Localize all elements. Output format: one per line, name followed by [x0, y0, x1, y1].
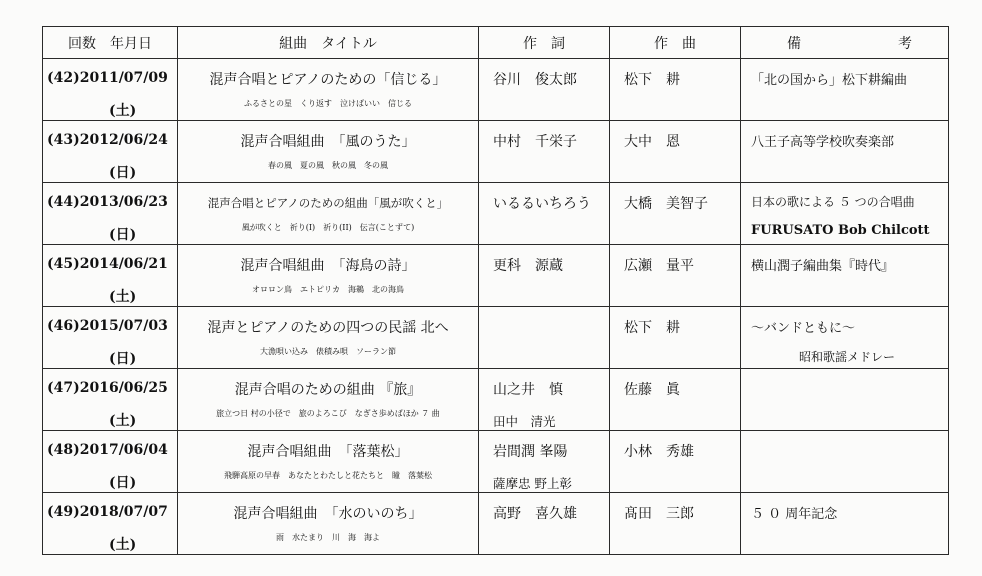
title-cell: [178, 431, 479, 493]
note-text-secondary: FURUSATO Bob Chilcott: [751, 223, 930, 238]
lyricist-name: 谷川 俊太郎: [493, 72, 577, 88]
header-lyricist: [479, 27, 610, 59]
song-list: 雨 水たまり 川 海 海よ: [276, 533, 380, 542]
lyricist-cell: [479, 369, 610, 431]
lyricist-cell: [479, 183, 610, 245]
table-row: [43, 307, 949, 369]
lyricist-name-secondary: 田中 清光: [493, 414, 556, 429]
song-list: オロロン鳥 エトピリカ 海鵜 北の海鳥: [252, 285, 404, 294]
note-text-secondary: [741, 522, 948, 535]
header-notes-label-a: 備: [787, 35, 801, 52]
concert-weekday: (土): [109, 537, 137, 553]
header-composer: [610, 27, 741, 59]
notes-cell: [741, 121, 949, 183]
date-cell: [43, 59, 178, 121]
lyricist-name: 岩間潤 峯陽: [493, 444, 568, 460]
note-text: ～バンドともに～: [751, 321, 856, 336]
concert-weekday: (土): [109, 413, 137, 429]
song-list: 飛騨高原の早春 あなたとわたしと花たちと 瞳 落葉松: [224, 471, 432, 480]
date-cell: [43, 307, 178, 369]
suite-title: 混声合唱とピアノのための組曲「風が吹くと」: [207, 196, 449, 210]
concert-date: (44)2013/06/23: [47, 194, 168, 210]
concert-history-table: [42, 26, 949, 555]
composer-name: 大橋 美智子: [624, 196, 708, 212]
suite-title: 混声合唱のための組曲 『旅』: [234, 382, 422, 398]
note-text-secondary: [741, 441, 948, 454]
header-date-label: 回数 年月日: [68, 35, 152, 52]
lyricist-name: 更科 源蔵: [493, 258, 563, 274]
header-title: [178, 27, 479, 59]
concert-date: (46)2015/07/03: [47, 318, 168, 334]
lyricist-name-secondary: [479, 89, 609, 102]
song-list: 春の風 夏の風 秋の風 冬の風: [268, 161, 388, 170]
note-text-secondary: [741, 150, 948, 163]
concert-date: (48)2017/06/04: [47, 442, 168, 458]
header-lyricist-label: 作 詞: [523, 35, 565, 52]
lyricist-cell: [479, 493, 610, 555]
concert-weekday: (日): [109, 351, 137, 367]
composer-cell: [610, 59, 741, 121]
title-cell: [178, 245, 479, 307]
composer-name: 小林 秀雄: [624, 444, 694, 460]
song-list: 風が吹くと 祈り(I) 祈り(II) 伝言(ことずて): [241, 223, 415, 232]
lyricist-cell: [479, 307, 610, 369]
lyricist-name-secondary: [479, 151, 609, 164]
lyricist-name: 中村 千栄子: [493, 134, 577, 150]
lyricist-name: いるるいちろう: [493, 196, 591, 212]
date-cell: [43, 183, 178, 245]
notes-cell: [741, 431, 949, 493]
note-text: 日本の歌による ５ つの合唱曲: [751, 195, 915, 209]
lyricist-name: 高野 喜久雄: [493, 506, 577, 522]
lyricist-name: [479, 307, 609, 317]
composer-cell: [610, 307, 741, 369]
table-row: [43, 431, 949, 493]
song-list: 大漁唄い込み 俵積み唄 ソーラン節: [260, 347, 396, 356]
note-text: 「北の国から」松下耕編曲: [751, 73, 908, 88]
date-cell: [43, 369, 178, 431]
title-cell: [178, 307, 479, 369]
concert-weekday: (日): [109, 227, 137, 243]
lyricist-name-secondary: [479, 523, 609, 536]
lyricist-name-secondary: [479, 213, 609, 226]
lyricist-name: 山之井 慎: [493, 382, 563, 398]
date-cell: [43, 493, 178, 555]
date-cell: [43, 245, 178, 307]
lyricist-cell: [479, 245, 610, 307]
lyricist-cell: [479, 431, 610, 493]
lyricist-cell: [479, 121, 610, 183]
note-text: ５ ０ 周年記念: [751, 507, 838, 522]
title-cell: [178, 59, 479, 121]
lyricist-name-secondary: 薩摩忠 野上彰: [493, 476, 572, 491]
title-cell: [178, 369, 479, 431]
date-cell: [43, 121, 178, 183]
table-row: [43, 183, 949, 245]
table-row: [43, 121, 949, 183]
note-text: 八王子高等学校吹奏楽部: [751, 135, 895, 150]
composer-name: 松下 耕: [624, 320, 680, 336]
header-date: [43, 27, 178, 59]
suite-title: 混声とピアノのための四つの民謡 北へ: [207, 320, 449, 336]
concert-weekday: (土): [109, 289, 137, 305]
notes-cell: [741, 183, 949, 245]
title-cell: [178, 493, 479, 555]
suite-title: 混声合唱とピアノのための「信じる」: [209, 72, 447, 88]
note-text-secondary: 昭和歌謡メドレー: [799, 350, 896, 364]
suite-title: 混声合唱組曲 「水のいのち」: [233, 506, 423, 522]
note-text: 横山潤子編曲集『時代』: [751, 259, 895, 274]
composer-name: 髙田 三郎: [624, 506, 694, 522]
notes-cell: [741, 59, 949, 121]
lyricist-cell: [479, 59, 610, 121]
composer-cell: [610, 183, 741, 245]
composer-cell: [610, 431, 741, 493]
concert-date: (43)2012/06/24: [47, 132, 168, 148]
note-text: [741, 369, 948, 379]
composer-name: 松下 耕: [624, 72, 680, 88]
header-notes: [741, 27, 949, 59]
concert-date: (49)2018/07/07: [47, 504, 168, 520]
composer-cell: [610, 121, 741, 183]
note-text-secondary: [741, 88, 948, 101]
note-text: [741, 431, 948, 441]
table-row: [43, 59, 949, 121]
table-row: [43, 493, 949, 555]
table-row: [43, 369, 949, 431]
notes-cell: [741, 369, 949, 431]
concert-date: (42)2011/07/09: [47, 70, 168, 86]
song-list: ふるさとの星 くり返す 泣けばいい 信じる: [244, 99, 412, 108]
header-composer-label: 作 曲: [654, 35, 696, 52]
concert-weekday: (日): [109, 165, 137, 181]
composer-cell: [610, 493, 741, 555]
composer-name: 佐藤 眞: [624, 382, 680, 398]
header-title-label: 組曲 タイトル: [279, 35, 377, 52]
notes-cell: [741, 245, 949, 307]
table-header-row: [43, 27, 949, 59]
composer-name: 広瀬 量平: [624, 258, 694, 274]
table-row: [43, 245, 949, 307]
concert-date: (47)2016/06/25: [47, 380, 168, 396]
composer-cell: [610, 245, 741, 307]
header-notes-label-b: 考: [898, 35, 912, 52]
suite-title: 混声合唱組曲 「落葉松」: [247, 444, 409, 460]
title-cell: [178, 121, 479, 183]
note-text-secondary: [741, 379, 948, 392]
composer-name: 大中 恩: [624, 134, 680, 150]
lyricist-name-secondary: [479, 275, 609, 288]
title-cell: [178, 183, 479, 245]
song-list: 旅立つ日 村の小径で 旅のよろこび なぎさ歩めばほか ７ 曲: [216, 409, 440, 418]
lyricist-name-secondary: [479, 317, 609, 330]
concert-weekday: (土): [109, 103, 137, 119]
date-cell: [43, 431, 178, 493]
suite-title: 混声合唱組曲 「風のうた」: [240, 134, 416, 150]
concert-weekday: (日): [109, 475, 137, 491]
suite-title: 混声合唱組曲 「海鳥の詩」: [240, 258, 416, 274]
note-text-secondary: [741, 274, 948, 287]
concert-date: (45)2014/06/21: [47, 256, 168, 272]
notes-cell: [741, 493, 949, 555]
notes-cell: [741, 307, 949, 369]
composer-cell: [610, 369, 741, 431]
